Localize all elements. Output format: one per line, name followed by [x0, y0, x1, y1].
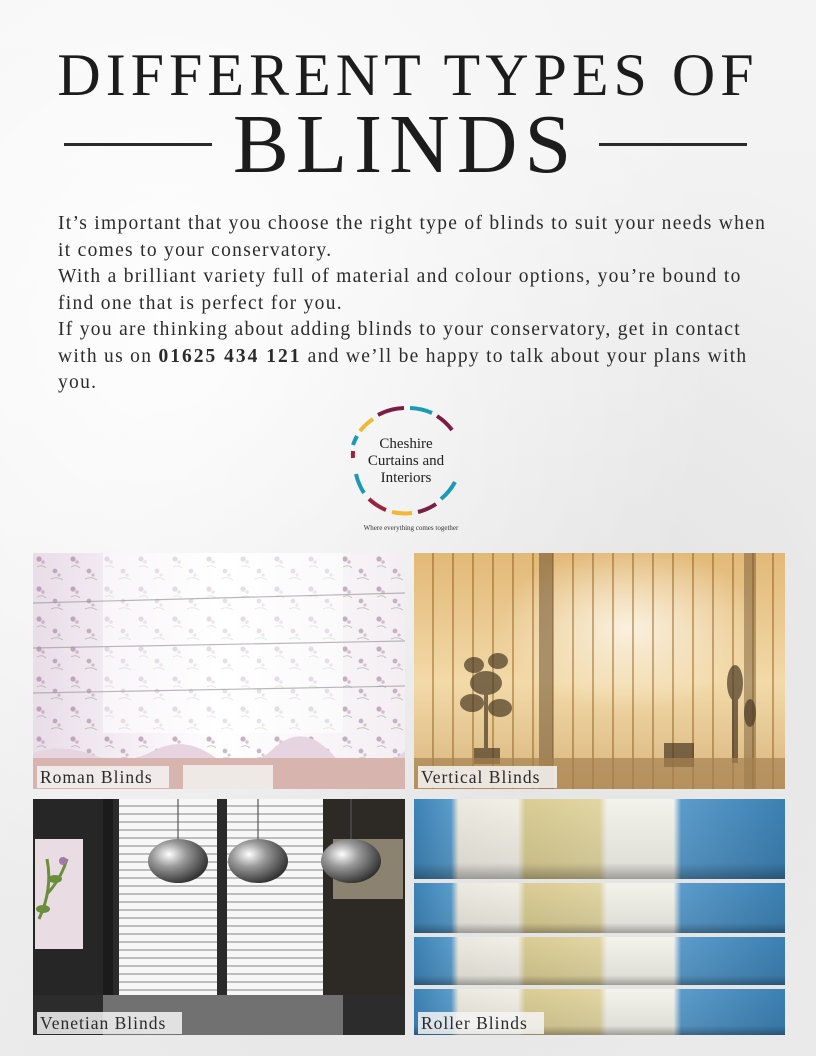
vertical-blind-image	[414, 553, 785, 789]
intro-paragraph-2: With a brilliant variety full of material and colour options, you’re bound to find one that is perfect for you.	[58, 266, 742, 314]
logo-line-3: Interiors	[380, 470, 432, 486]
logo-tagline: Where everything comes together	[363, 524, 459, 532]
title-rule-left	[64, 143, 212, 146]
logo-line-1: Cheshire	[379, 436, 433, 452]
page-title-line2: BLINDS	[232, 98, 579, 191]
vertical-blinds-caption: Vertical Blinds	[418, 766, 557, 788]
venetian-blinds-caption: Venetian Blinds	[37, 1012, 182, 1034]
roller-blind-image	[414, 799, 785, 1035]
venetian-blind-image	[33, 799, 405, 1035]
page-title-row	[0, 100, 816, 190]
venetian-blinds-tile[interactable]	[33, 799, 405, 1035]
intro-paragraph-3	[58, 317, 768, 397]
intro-closing-text: and we’ll be happy to talk about your plans with you.	[58, 345, 748, 393]
roman-blinds-tile[interactable]	[33, 553, 405, 789]
roller-blinds-tile[interactable]	[414, 799, 785, 1035]
vertical-blinds-tile[interactable]	[414, 553, 785, 789]
logo-line-2: Curtains and	[367, 453, 445, 469]
logo-wordmark	[336, 436, 476, 487]
intro-contact-text: If you are thinking about adding blinds to your conservatory, get in contact with us on	[58, 319, 741, 367]
intro-paragraph-1: It’s important that you choose the right type of blinds to suit your needs when it comes to your conservatory.	[58, 213, 767, 261]
title-rule-right	[599, 143, 747, 146]
roman-blind-image	[33, 553, 405, 789]
phone-number[interactable]: 01625 434 121	[158, 345, 302, 367]
intro-text	[58, 211, 768, 397]
roller-blinds-caption: Roller Blinds	[418, 1012, 544, 1034]
company-logo	[336, 400, 476, 540]
page-title-line1: DIFFERENT TYPES OF	[57, 42, 759, 108]
roman-blinds-caption: Roman Blinds	[37, 766, 169, 788]
